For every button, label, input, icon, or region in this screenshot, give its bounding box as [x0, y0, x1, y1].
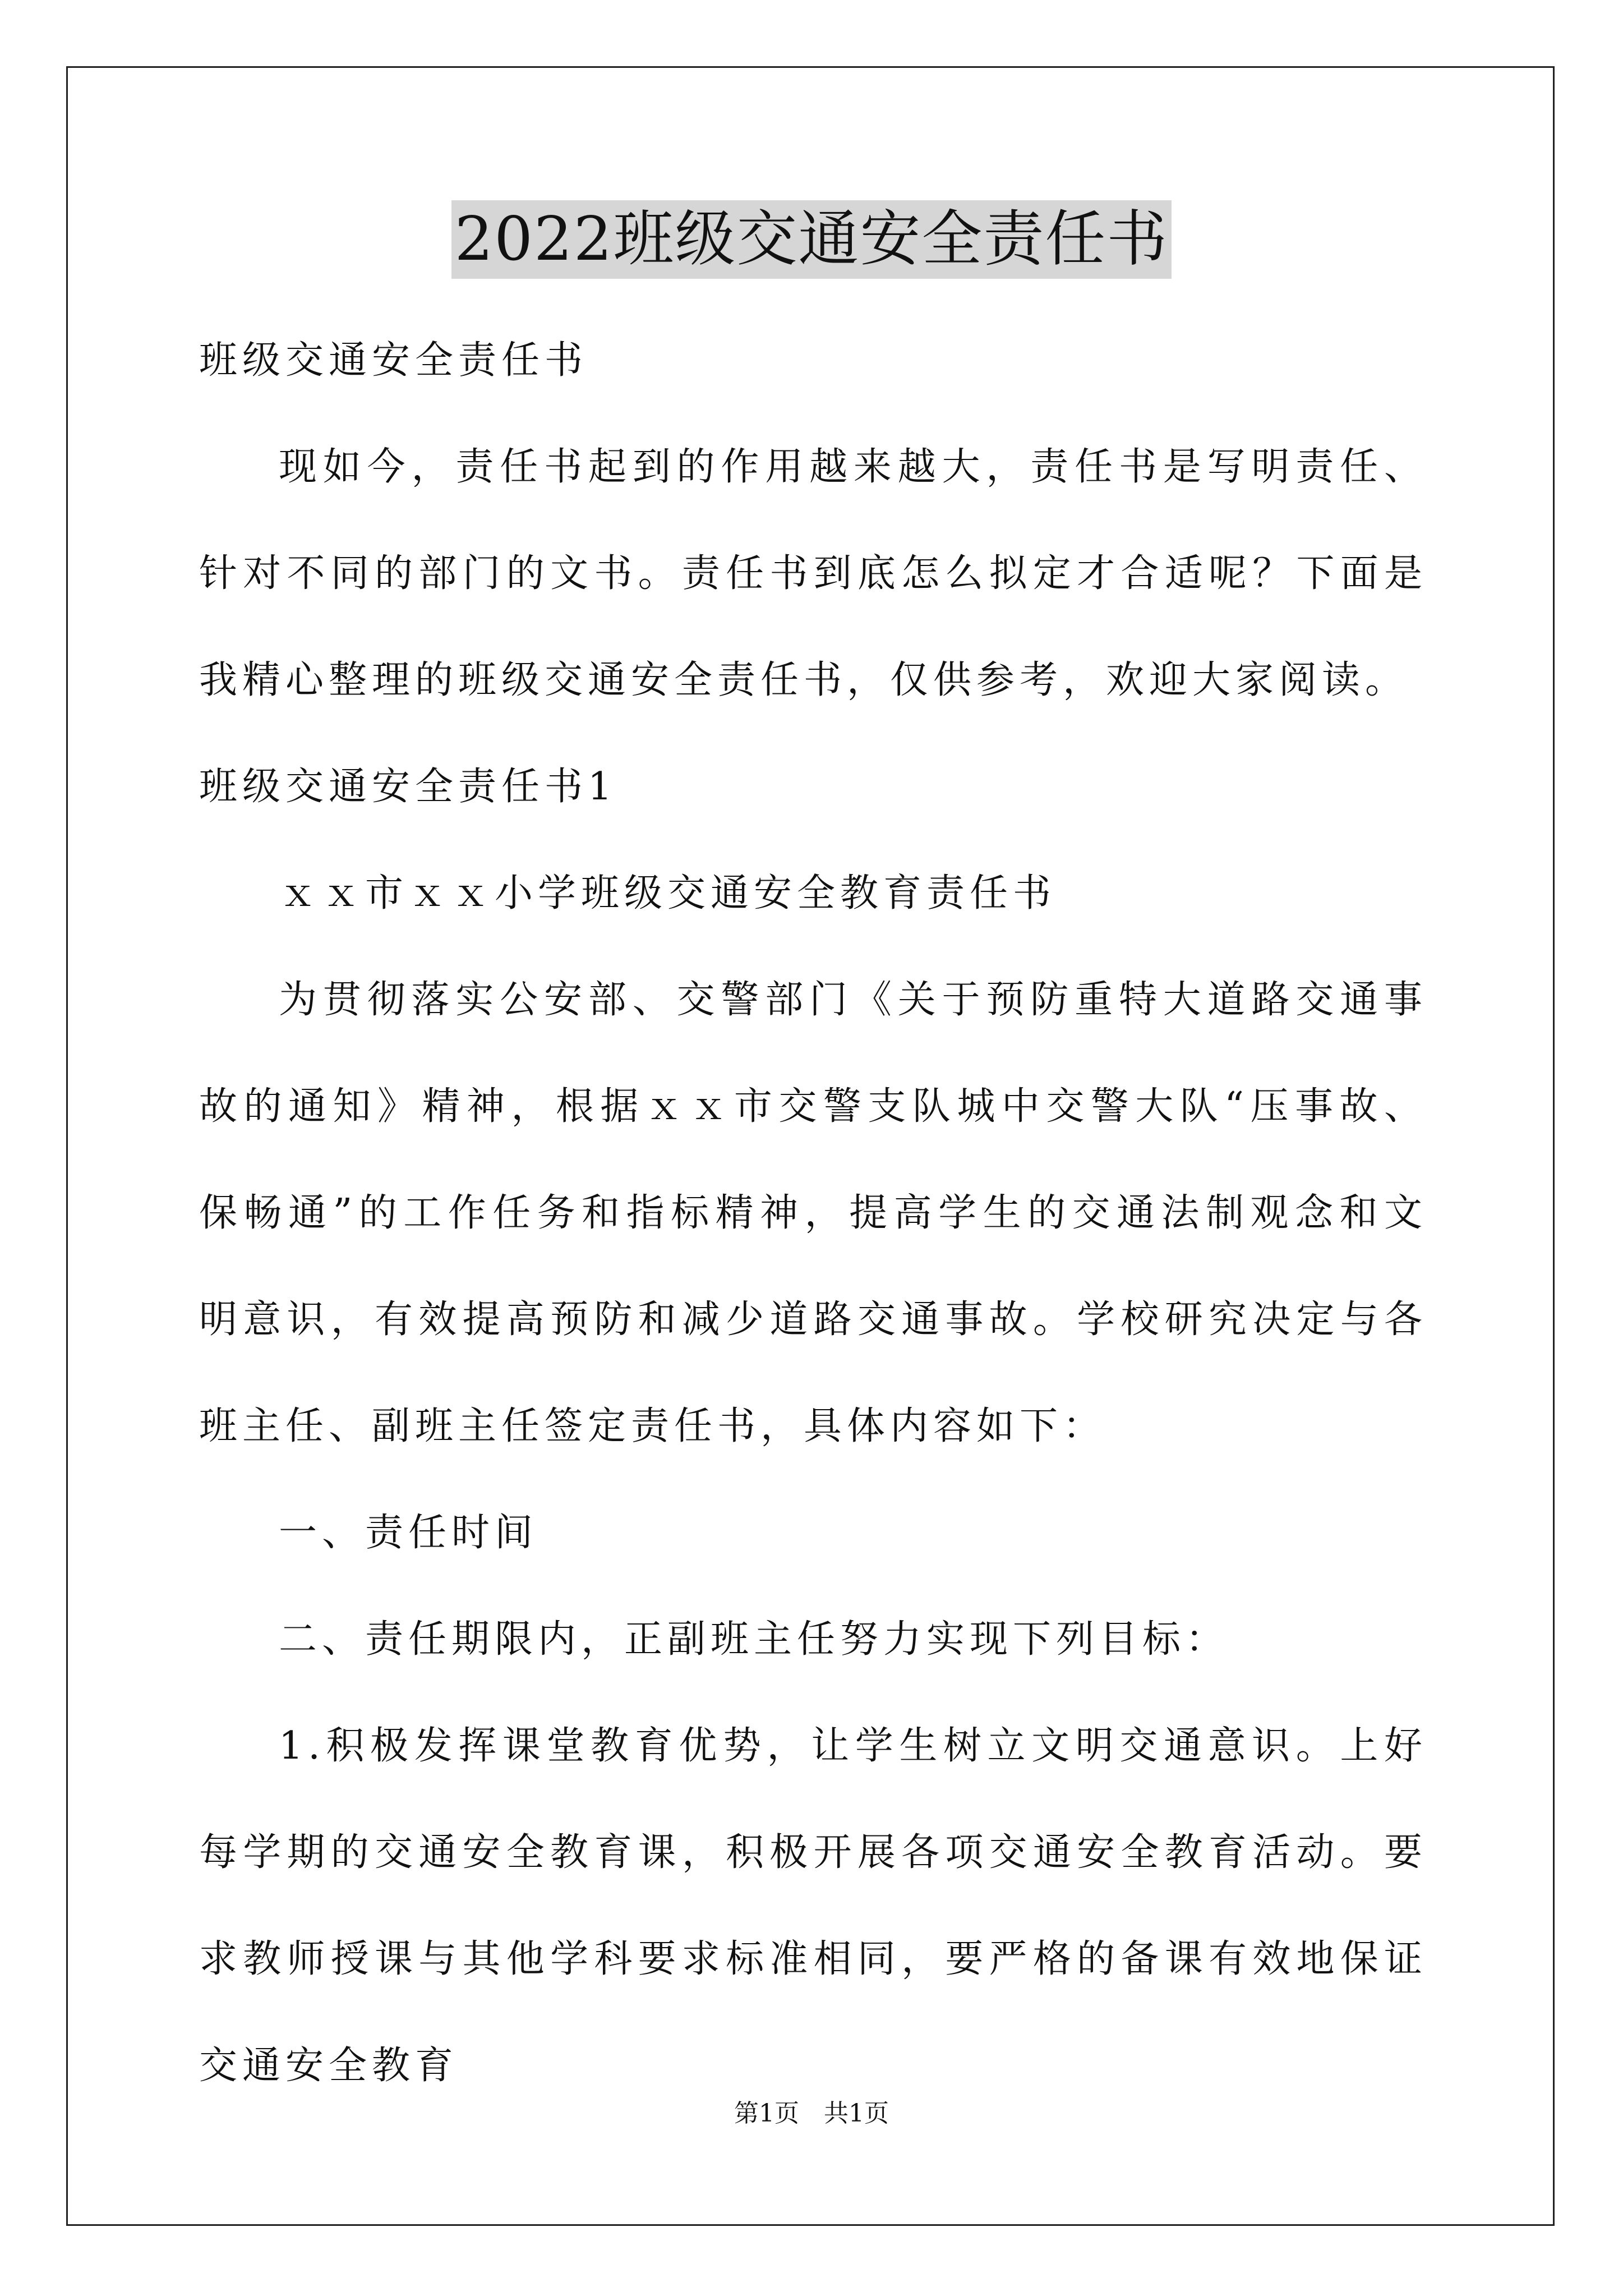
title-container	[0, 200, 1623, 279]
paragraph-section-1: 一、责任时间	[279, 1511, 538, 1555]
paragraph-subheading: 班级交通安全责任书1	[199, 765, 617, 809]
paragraph-intro: 现如今，责任书起到的作用越来越大，责任书是写明责任、针对不同的部门的文书。责任书到底怎么拟定才合适呢？下面是我精心整理的班级交通安全责任书，仅供参考，欢迎大家阅读。	[199, 445, 1427, 702]
paragraph-body: 为贯彻落实公安部、交警部门《关于预防重特大道路交通事故的通知》精神，根据ｘｘ市交警支队城中交警大队“压事故、保畅通”的工作任务和指标精神，提高学生的交通法制观念和文明意识，有效提高预防和减少道路交通事故。学校研究决定与各班主任、副班主任签定责任书，具体内容如下：	[199, 978, 1427, 1448]
paragraph-heading: 班级交通安全责任书	[199, 338, 588, 383]
page-footer: 第1页 共1页	[734, 2099, 889, 2128]
document-title: 2022班级交通安全责任书	[451, 200, 1172, 279]
paragraph-section-2: 二、责任期限内，正副班主任努力实现下列目标：	[279, 1617, 1229, 1662]
paragraph-school-title: ｘｘ市ｘｘ小学班级交通安全教育责任书	[279, 871, 1057, 915]
paragraph-item-1: 1.积极发挥课堂教育优势，让学生树立文明交通意识。上好每学期的交通安全教育课，积极开展各项交通安全教育活动。要求教师授课与其他学科要求标准相同，要严格的备课有效地保证交通安全教育	[199, 1724, 1427, 2088]
